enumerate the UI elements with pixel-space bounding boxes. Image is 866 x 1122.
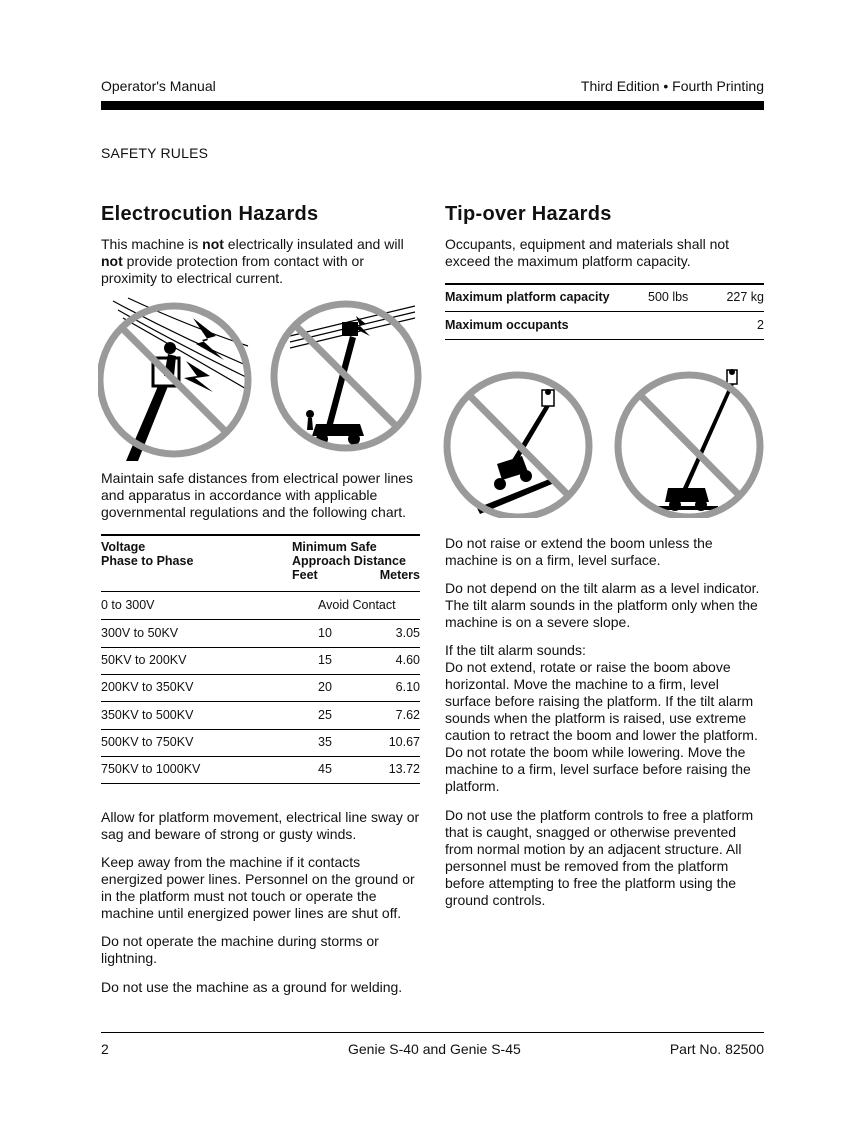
header-manual-title: Operator's Manual	[101, 78, 216, 94]
table-cell-feet: 20	[318, 680, 332, 695]
tipover-p4: Do not use the platform controls to free a platform that is caught, snagged or otherwise prevented from normal motion by an adjacent structure. All personnel must be removed from the platform before attempting to free the platform using the ground controls.	[445, 807, 754, 908]
storm-text: Do not operate the machine during storms or lightning.	[101, 933, 379, 966]
table-cell-meters: 10.67	[388, 734, 420, 749]
table-row-rule	[101, 701, 420, 702]
table-row: 0 to 300V Avoid Contact	[101, 598, 396, 612]
table-cell-meters: 3.05	[395, 626, 420, 640]
capacity-top-rule	[445, 283, 764, 285]
table-cell-meters: 6.10	[395, 680, 420, 695]
table-top-rule	[101, 534, 420, 536]
table-cell-voltage: 500KV to 750KV	[101, 734, 194, 749]
table-row	[101, 708, 420, 725]
table-cell-meters: 13.72	[388, 762, 420, 776]
table-cell-meters: 7.62	[395, 707, 420, 722]
table-row	[101, 680, 420, 697]
table-row	[101, 762, 420, 779]
header-rule	[101, 101, 764, 110]
tipover-intro: Occupants, equipment and materials shall not exceed the maximum platform capacity.	[445, 236, 730, 269]
occupants-row: Maximum occupants 2	[445, 318, 764, 332]
table-header-meters: Meters	[379, 568, 420, 582]
table-header-distance: Minimum Safe Approach Distance Feet Meters	[292, 540, 420, 582]
table-cell-feet: 25	[318, 707, 332, 722]
section-label: SAFETY RULES	[101, 145, 209, 161]
table-row	[101, 653, 420, 670]
table-cell-voltage: 750KV to 1000KV	[101, 762, 201, 776]
electrocution-worker-illustration	[98, 296, 253, 461]
table-row-rule	[101, 729, 420, 730]
table-cell-feet: 15	[318, 653, 332, 668]
maintain-distance-text: Maintain safe distances from electrical power lines and apparatus in accordance with applicable governmental regulations and the following chart.	[101, 470, 414, 520]
table-cell-feet: 10	[318, 626, 332, 640]
page-number: 2	[101, 1041, 109, 1057]
welding-text: Do not use the machine as a ground for welding.	[101, 979, 403, 995]
capacity-mid-rule	[445, 311, 764, 312]
electrocution-intro: This machine is not electrically insulated and will not provide protection from contact with or proximity to electrical current.	[101, 236, 404, 286]
tipover-p1: Do not raise or extend the boom unless the machine is on a firm, level surface.	[445, 535, 713, 568]
table-header-voltage: Voltage Phase to Phase	[101, 540, 194, 568]
table-row-rule	[101, 783, 420, 784]
tipover-title: Tip-over Hazards	[445, 203, 612, 225]
tipover-extended-illustration	[613, 368, 768, 518]
table-header-rule	[101, 591, 420, 592]
table-cell-voltage: 50KV to 200KV	[101, 653, 187, 668]
keep-away-text: Keep away from the machine if it contacts energized power lines. Personnel on the ground or in the platform must not touch or operate the machine until energized power lines are shut off.	[101, 854, 415, 921]
footer-model: Genie S-40 and Genie S-45	[348, 1041, 521, 1057]
footer-part-number: Part No. 82500	[669, 1041, 764, 1057]
table-cell-voltage: 300V to 50KV	[101, 626, 179, 640]
electrocution-machine-illustration	[270, 296, 425, 456]
table-cell-feet: 45	[318, 762, 332, 776]
table-row-rule	[101, 756, 420, 757]
capacity-bottom-rule	[445, 339, 764, 340]
capacity-row: Maximum platform capacity 500 lbs 227 kg	[445, 290, 764, 304]
tipover-p2: Do not depend on the tilt alarm as a level indicator. The tilt alarm sounds in the platform only when the machine is on a severe slope.	[445, 580, 760, 630]
tipover-p3: If the tilt alarm sounds: Do not extend, rotate or raise the boom above horizontal. Move the machine to a firm, level surface before raising the platform. If the tilt alarm sounds when the platform is raised, use extreme caution to retract the boom and lower the platform. Do not rotate the boom while lowering. Move the machine to a firm, level surface before raising the platform.	[445, 642, 758, 794]
table-row	[101, 626, 420, 643]
table-cell-voltage: 350KV to 500KV	[101, 707, 194, 722]
table-cell-feet: 35	[318, 734, 332, 749]
electrocution-title: Electrocution Hazards	[101, 203, 319, 225]
table-row	[101, 735, 420, 752]
table-row-rule	[101, 674, 420, 675]
header-edition: Third Edition • Fourth Printing	[580, 78, 764, 94]
allow-movement-text: Allow for platform movement, electrical line sway or sag and beware of strong or gusty winds.	[101, 809, 420, 842]
table-row-rule	[101, 647, 420, 648]
footer-rule	[101, 1032, 764, 1033]
table-row-rule	[101, 619, 420, 620]
table-cell-meters: 4.60	[395, 653, 420, 668]
table-header-feet: Feet	[292, 568, 318, 582]
table-cell-voltage: 200KV to 350KV	[101, 680, 194, 695]
tipover-slope-illustration	[442, 368, 597, 518]
